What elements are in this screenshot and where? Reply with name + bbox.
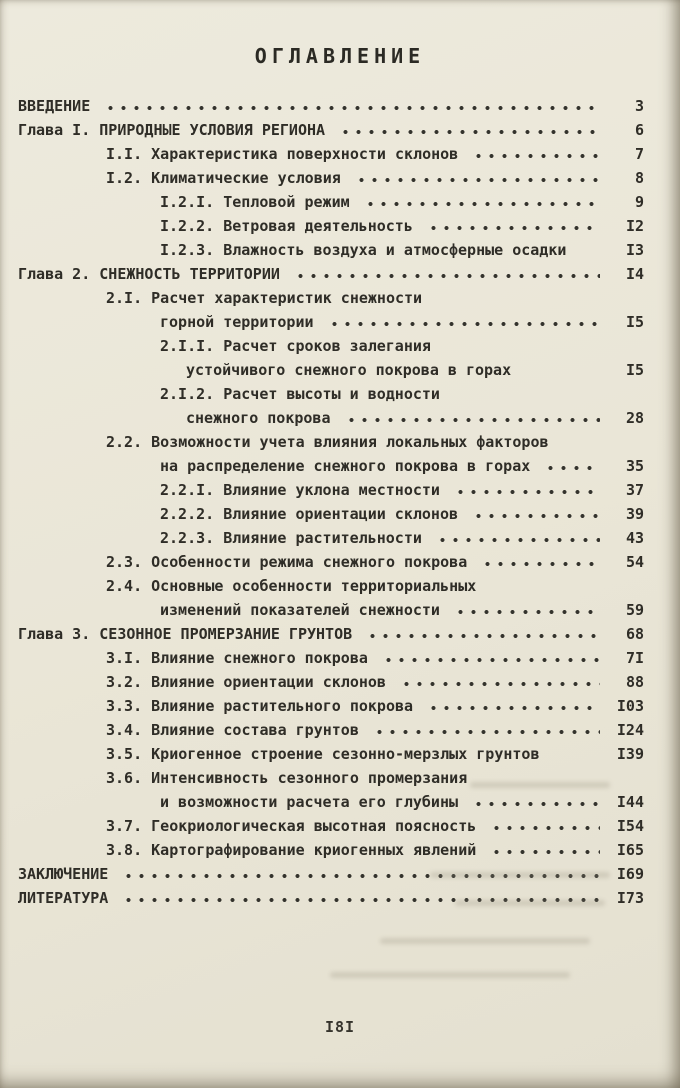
toc-row	[18, 622, 644, 646]
bleed-through-artifact	[455, 900, 605, 906]
toc-row	[18, 478, 644, 502]
toc-page-number: 7I	[625, 649, 644, 667]
toc-page-number: I65	[616, 841, 644, 859]
toc-entry-text: 2.4. Основные особенности территориальных	[106, 577, 477, 595]
toc-page-number: I44	[616, 793, 644, 811]
bleed-through-artifact	[330, 972, 570, 978]
toc-row	[18, 742, 644, 766]
toc-page-number: 37	[625, 481, 644, 499]
toc-entry-text: 3.I. Влияние снежного покрова	[106, 649, 368, 667]
toc-entry-text: 3.7. Геокриологическая высотная поясность	[106, 817, 477, 835]
bleed-through-artifact	[470, 782, 610, 788]
toc-row	[18, 334, 644, 358]
toc-entry-text: 2.2.I. Влияние уклона местности	[160, 481, 440, 499]
dot-leader	[521, 364, 600, 382]
toc-page-number: 59	[625, 601, 644, 619]
dot-leader	[450, 388, 600, 406]
toc-page-number: I54	[616, 817, 644, 835]
dot-leader	[477, 556, 600, 574]
toc-row	[18, 694, 644, 718]
toc-row	[18, 406, 644, 430]
toc-entry-text: Глава I. ПРИРОДНЫЕ УСЛОВИЯ РЕГИОНА	[18, 121, 326, 139]
dot-leader	[360, 196, 600, 214]
toc-entry-text: I.2. Климатические условия	[106, 169, 341, 187]
toc-entry-text: изменений показателей снежности	[160, 601, 440, 619]
toc-row	[18, 310, 644, 334]
toc-row	[18, 718, 644, 742]
toc-entry-text: 3.8. Картографирование криогенных явлений	[106, 841, 477, 859]
toc-entry-text: устойчивого снежного покрова в горах	[186, 361, 512, 379]
toc-row	[18, 262, 644, 286]
toc-row	[18, 286, 644, 310]
toc-entry-text: 2.I.I. Расчет сроков залегания	[160, 337, 431, 355]
dot-leader	[559, 436, 600, 454]
toc-entry-text: 3.2. Влияние ориентации склонов	[106, 673, 386, 691]
toc-page-number: 88	[625, 673, 644, 691]
toc-row	[18, 118, 644, 142]
toc-page-number: 7	[634, 145, 644, 163]
toc-entry-text: 2.3. Особенности режима снежного покрова	[106, 553, 468, 571]
dot-leader	[378, 652, 600, 670]
footer-page-number: I8I	[324, 1018, 356, 1036]
dot-leader	[290, 268, 600, 286]
dot-leader	[576, 244, 600, 262]
toc-row	[18, 670, 644, 694]
toc-page-number: 3	[634, 97, 644, 115]
toc-entry-text: I.2.2. Ветровая деятельность	[160, 217, 413, 235]
toc-row	[18, 238, 644, 262]
toc-page-number: 39	[625, 505, 644, 523]
page-title: ОГЛАВЛЕНИЕ	[254, 44, 426, 68]
toc-page-number: I2	[625, 217, 644, 235]
toc-entry-text: ВВЕДЕНИЕ	[18, 97, 91, 115]
dot-leader	[486, 820, 600, 838]
dot-leader	[450, 604, 600, 622]
toc-row	[18, 454, 644, 478]
dot-leader	[549, 748, 600, 766]
toc-page-number: I03	[616, 697, 644, 715]
toc-page-number: I39	[616, 745, 644, 763]
dot-leader	[369, 724, 600, 742]
toc-page-number: 8	[634, 169, 644, 187]
toc-page-number: 35	[625, 457, 644, 475]
toc-row	[18, 526, 644, 550]
toc-page-number: 43	[625, 529, 644, 547]
dot-leader	[432, 292, 600, 310]
toc-entry-text: I.2.3. Влажность воздуха и атмосферные осадки	[160, 241, 567, 259]
toc-entry-text: Глава 3. СЕЗОННОЕ ПРОМЕРЗАНИЕ ГРУНТОВ	[18, 625, 353, 643]
toc-row	[18, 598, 644, 622]
toc-row	[18, 430, 644, 454]
toc-row	[18, 358, 644, 382]
dot-leader	[335, 124, 600, 142]
toc-page-number: I73	[616, 889, 644, 907]
toc-entry-text: Глава 2. СНЕЖНОСТЬ ТЕРРИТОРИИ	[18, 265, 280, 283]
toc-entry-text: 2.2.2. Влияние ориентации склонов	[160, 505, 459, 523]
dot-leader	[468, 508, 600, 526]
toc-entry-text: 2.2.3. Влияние растительности	[160, 529, 422, 547]
toc-entry-text: горной территории	[160, 313, 314, 331]
toc-entry-text: снежного покрова	[186, 409, 331, 427]
dot-leader	[396, 676, 600, 694]
dot-leader	[468, 796, 600, 814]
toc-row	[18, 502, 644, 526]
dot-leader	[486, 580, 600, 598]
dot-leader	[450, 484, 600, 502]
toc-entry-text: на распределение снежного покрова в горах	[160, 457, 531, 475]
toc-row	[18, 886, 644, 910]
toc-entry-text: 2.2. Возможности учета влияния локальных факторов	[106, 433, 549, 451]
dot-leader	[540, 460, 600, 478]
dot-leader	[432, 532, 600, 550]
dot-leader	[423, 700, 600, 718]
toc-row	[18, 814, 644, 838]
dot-leader	[100, 100, 600, 118]
toc-row	[18, 166, 644, 190]
bleed-through-artifact	[380, 938, 590, 944]
toc-row	[18, 838, 644, 862]
toc-entry-text: 3.5. Криогенное строение сезонно-мерзлых грунтов	[106, 745, 540, 763]
dot-leader	[423, 220, 600, 238]
dot-leader	[341, 412, 601, 430]
toc-entry-text: 2.I. Расчет характеристик снежности	[106, 289, 423, 307]
toc-row	[18, 646, 644, 670]
toc-page-number: 68	[625, 625, 644, 643]
toc-entry-text: 2.I.2. Расчет высоты и водности	[160, 385, 440, 403]
toc-page-number: I5	[625, 313, 644, 331]
toc-entry-text: 3.3. Влияние растительного покрова	[106, 697, 414, 715]
toc-page-number: I5	[625, 361, 644, 379]
toc-row	[18, 142, 644, 166]
toc-entry-text: I.I. Характеристика поверхности склонов	[106, 145, 459, 163]
toc-row	[18, 382, 644, 406]
dot-leader	[362, 628, 600, 646]
dot-leader	[486, 844, 600, 862]
toc-entry-text: и возможности расчета его глубины	[160, 793, 459, 811]
dot-leader	[441, 340, 600, 358]
toc-page-number: I3	[625, 241, 644, 259]
toc-page-number: 6	[634, 121, 644, 139]
toc-row	[18, 574, 644, 598]
toc-row	[18, 94, 644, 118]
toc-row	[18, 190, 644, 214]
bleed-through-artifact	[430, 872, 610, 878]
toc-entry-text: I.2.I. Тепловой режим	[160, 193, 350, 211]
dot-leader	[468, 148, 600, 166]
dot-leader	[351, 172, 600, 190]
toc-page-number: 28	[625, 409, 644, 427]
toc-row	[18, 790, 644, 814]
toc-page-number: I24	[616, 721, 644, 739]
toc-row	[18, 214, 644, 238]
dot-leader	[324, 316, 600, 334]
toc-entry-text: 3.6. Интенсивность сезонного промерзания	[106, 769, 468, 787]
toc-page-number: I4	[625, 265, 644, 283]
toc-entry-text: 3.4. Влияние состава грунтов	[106, 721, 359, 739]
toc-page-number: 54	[625, 553, 644, 571]
toc-page-number: 9	[634, 193, 644, 211]
toc-entry-text: ЗАКЛЮЧЕНИЕ	[18, 865, 109, 883]
toc-page-number: I69	[616, 865, 644, 883]
toc-row	[18, 550, 644, 574]
toc-entry-text: ЛИТЕРАТУРА	[18, 889, 109, 907]
